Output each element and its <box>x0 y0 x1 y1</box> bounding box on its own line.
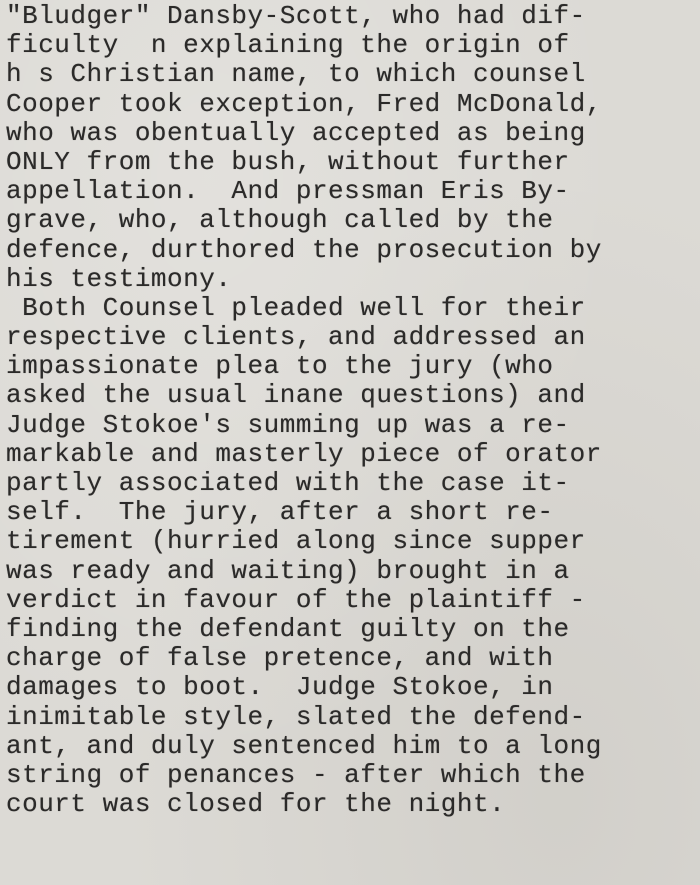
text-line: respective clients, and addressed an <box>6 322 586 353</box>
text-line: string of penances - after which the <box>6 759 586 790</box>
text-line: self. The jury, after a short re- <box>6 497 554 528</box>
text-line: Cooper took exception, Fred McDonald, <box>6 88 602 119</box>
text-line: grave, who, although called by the <box>6 205 554 236</box>
text-line: markable and masterly piece of orator <box>6 438 602 469</box>
text-line: appellation. And pressman Eris By- <box>6 176 570 207</box>
text-line: ONLY from the bush, without further <box>6 146 570 177</box>
text-line: Judge Stokoe's summing up was a re- <box>6 409 570 440</box>
text-line: his testimony. <box>6 263 232 294</box>
text-line: finding the defendant guilty on the <box>6 613 570 644</box>
text-line: ant, and duly sentenced him to a long <box>6 730 602 761</box>
text-line: who was obentually accepted as being <box>6 117 586 148</box>
text-line: inimitable style, slated the defend- <box>6 701 586 732</box>
text-line: defence, durthored the prosecution by <box>6 234 602 265</box>
text-line: Both Counsel pleaded well for their <box>6 292 586 323</box>
text-line: damages to boot. Judge Stokoe, in <box>6 672 554 703</box>
body-text <box>6 2 700 819</box>
text-line: impassionate plea to the jury (who <box>6 351 554 382</box>
text-line: tirement (hurried along since supper <box>6 526 586 557</box>
text-line: h s Christian name, to which counsel <box>6 59 586 90</box>
text-line: partly associated with the case it- <box>6 468 570 498</box>
text-line: asked the usual inane questions) and <box>6 380 586 411</box>
text-line: verdict in favour of the plaintiff - <box>6 584 586 615</box>
text-line: ficulty n explaining the origin of <box>6 30 570 61</box>
text-line: was ready and waiting) brought in a <box>6 555 570 586</box>
text-line: court was closed for the night. <box>6 789 506 820</box>
text-line: "Bludger" Dansby-Scott, who had dif- <box>6 1 586 31</box>
text-line: charge of false pretence, and with <box>6 643 554 674</box>
